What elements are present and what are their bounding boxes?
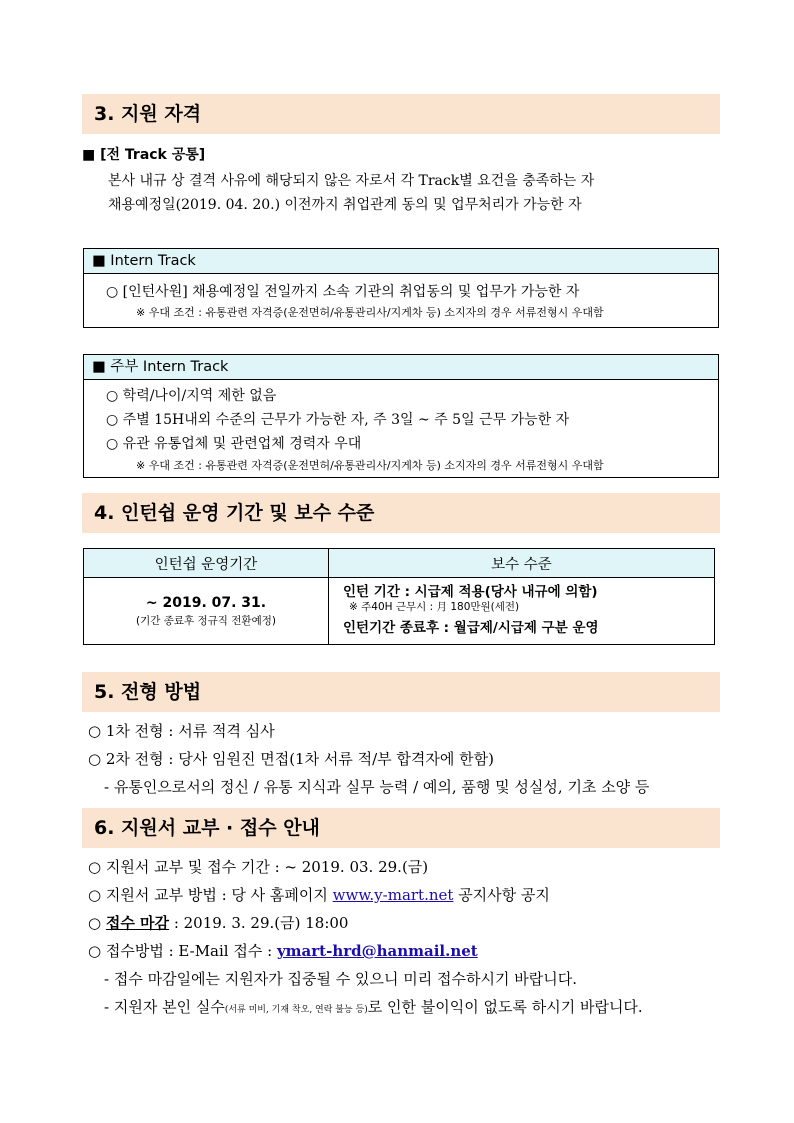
section-6-title: 6. 지원서 교부 · 접수 안내 xyxy=(82,808,720,848)
intern-track-box xyxy=(83,248,719,328)
deadline-label: 접수 마감 xyxy=(105,914,170,932)
pay-line-2: 인턴기간 종료후 : 월급제/시급제 구분 운영 xyxy=(343,620,599,636)
intern-track-line: ○ [인턴사원] 채용예정일 전일까지 소속 기관의 취업동의 및 업무가 가능한 자 xyxy=(106,284,580,300)
period-cell xyxy=(84,578,329,645)
common-line-2: 채용예정일(2019. 04. 20.) 이전까지 취업관계 동의 및 업무처리가 가능한 자 xyxy=(108,197,582,213)
pay-table xyxy=(83,548,715,645)
housewife-note: ※ 우대 조건 : 유통관련 자격증(운전면허/유통관리사/지게차 등) 소지자의 경우 서류전형시 우대함 xyxy=(136,459,604,472)
intern-track-note: ※ 우대 조건 : 유통관련 자격증(운전면허/유통관리사/지게차 등) 소지자의 경우 서류전형시 우대함 xyxy=(136,306,604,319)
common-line-1: 본사 내규 상 결격 사유에 해당되지 않은 자로서 각 Track별 요건을 충족하는 자 xyxy=(108,173,595,189)
housewife-line-3: ○ 유관 유통업체 및 관련업체 경력자 우대 xyxy=(106,436,362,452)
housewife-track-header: ■ 주부 Intern Track xyxy=(84,355,718,380)
col-header-period: 인턴쉽 운영기간 xyxy=(84,549,329,578)
col-header-pay: 보수 수준 xyxy=(329,549,715,578)
screening-line-3: - 유통인으로서의 정신 / 유통 지식과 실무 능력 / 예의, 품행 및 성실성, 기초 소양 등 xyxy=(104,778,650,796)
housewife-line-1: ○ 학력/나이/지역 제한 없음 xyxy=(106,388,277,404)
period-note: (기간 종료후 정규직 전환예정) xyxy=(136,615,276,627)
homepage-link[interactable]: www.y-mart.net xyxy=(332,886,454,904)
period-value: ~ 2019. 07. 31. xyxy=(145,595,267,611)
section-5-title: 5. 전형 방법 xyxy=(82,672,720,712)
submission-method: ○ 접수방법 : E-Mail 접수 : ymart-hrd@hanmail.net xyxy=(88,942,478,960)
pay-line-1: 인턴 기간 : 시급제 적용(당사 내규에 의함) xyxy=(343,584,598,600)
pay-cell xyxy=(329,578,715,645)
screening-line-2: ○ 2차 전형 : 당사 임원진 면접(1차 서류 적/부 합격자에 한함) xyxy=(88,750,494,768)
housewife-track-box xyxy=(83,354,719,478)
screening-line-1: ○ 1차 전형 : 서류 적격 심사 xyxy=(88,722,275,740)
application-method: ○ 지원서 교부 방법 : 당 사 홈페이지 www.y-mart.net 공지사항 공지 xyxy=(88,886,550,904)
application-period: ○ 지원서 교부 및 접수 기간 : ~ 2019. 03. 29.(금) xyxy=(88,858,429,876)
section-3-title: 3. 지원 자격 xyxy=(82,94,720,134)
section-4-title: 4. 인턴쉽 운영 기간 및 보수 수준 xyxy=(82,493,720,533)
notice-line-2: - 지원자 본인 실수(서류 미비, 기재 착오, 연락 불능 등)로 인한 불이익이 없도록 하시기 바랍니다. xyxy=(104,998,643,1016)
common-track-label: ■ [전 Track 공통] xyxy=(82,147,206,163)
housewife-line-2: ○ 주별 15H내외 수준의 근무가 가능한 자, 주 3일 ~ 주 5일 근무 가능한 자 xyxy=(106,412,570,428)
pay-note: ※ 주40H 근무시 : 月 180만원(세전) xyxy=(349,601,520,613)
intern-track-header: ■ Intern Track xyxy=(84,249,718,274)
email-link[interactable]: ymart-hrd@hanmail.net xyxy=(276,942,478,960)
notice-line-1: - 접수 마감일에는 지원자가 집중될 수 있으니 미리 접수하시기 바랍니다. xyxy=(104,970,577,988)
deadline-line: ○ 접수 마감 : 2019. 3. 29.(금) 18:00 xyxy=(88,914,349,932)
